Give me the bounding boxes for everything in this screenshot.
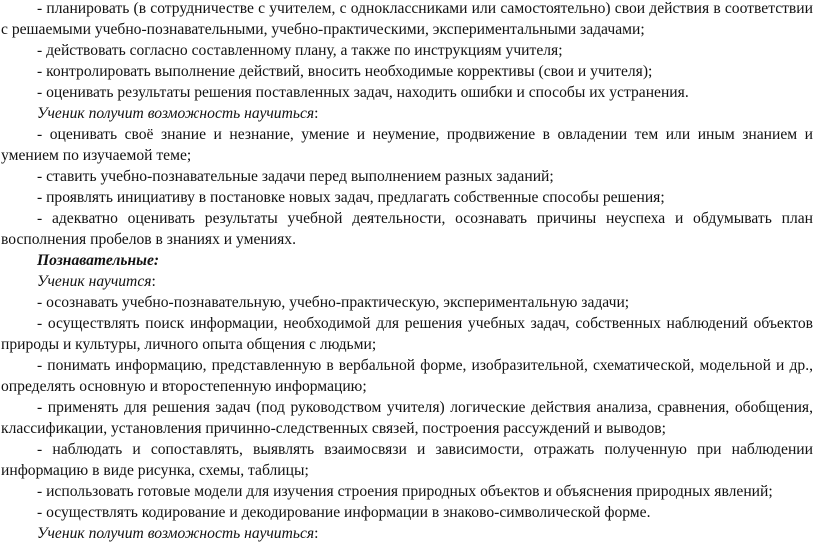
paragraph-self-assessment: - оценивать своё знание и незнание, умение и неумение, продвижение в овладении тем или иным знанием и умением по изучаемой теме; bbox=[1, 126, 813, 164]
subheading-colon: : bbox=[151, 273, 156, 290]
paragraph-use-models: - использовать готовые модели для изучения строения природных объектов и объяснения природных явлений; bbox=[37, 483, 773, 500]
subheading-will-learn bbox=[1, 271, 813, 292]
paragraph-initiative: - проявлять инициативу в постановке новых задач, предлагать собственные способы решения; bbox=[37, 189, 665, 206]
paragraph-evaluate-results: - оценивать результаты решения поставленных задач, находить ошибки и способы их устранения. bbox=[37, 84, 689, 101]
paragraph-follow-plan: - действовать согласно составленному плану, а также по инструкциям учителя; bbox=[37, 42, 563, 59]
paragraph-adequate-evaluation: - адекватно оценивать результаты учебной деятельности, осознавать причины неуспеха и обдумывать план восполнения пробелов в знаниях и умениях. bbox=[1, 210, 813, 248]
subheading-label: Ученик получит возможность научиться bbox=[37, 105, 315, 122]
subheading-colon: : bbox=[314, 105, 319, 122]
paragraph-control-actions: - контролировать выполнение действий, вносить необходимые коррективы (свои и учителя); bbox=[37, 63, 653, 80]
paragraph-search-information: - осуществлять поиск информации, необходимой для решения учебных задач, собственных наблюдений объектов природы и культуры, личного опыта общения с людьми; bbox=[1, 315, 813, 353]
paragraph-understand-information: - понимать информацию, представленную в вербальной форме, изобразительной, схематической, модельной и др., определять основную и второстепенную информацию; bbox=[1, 357, 813, 395]
subheading-will-have-opportunity-2 bbox=[1, 523, 813, 544]
section-heading-cognitive: Познавательные: bbox=[37, 252, 160, 269]
subheading-will-have-opportunity bbox=[1, 103, 813, 124]
subheading-label: Ученик научится bbox=[37, 273, 152, 290]
paragraph-understand-tasks: - осознавать учебно-познавательную, учебно-практическую, экспериментальную задачи; bbox=[37, 294, 630, 311]
paragraph-encode-decode: - осуществлять кодирование и декодирование информации в знаково-символической форме. bbox=[37, 504, 651, 521]
subheading-label: Ученик получит возможность научиться bbox=[37, 525, 315, 542]
paragraph-observe-compare: - наблюдать и сопоставлять, выявлять взаимосвязи и зависимости, отражать полученную при наблюдении информацию в виде рисунка, схемы, таблицы; bbox=[1, 441, 813, 479]
paragraph-set-tasks: - ставить учебно-познавательные задачи перед выполнением разных заданий; bbox=[37, 168, 554, 185]
subheading-colon: : bbox=[314, 525, 319, 542]
paragraph-logical-actions: - применять для решения задач (под руководством учителя) логические действия анализа, сравнения, обобщения, классификации, установления причинно-следственных связей, построения рассуждений и выводов; bbox=[1, 399, 813, 437]
paragraph-plan-actions: - планировать (в сотрудничестве с учителем, с одноклассниками или самостоятельно) свои действия в соответствии с решаемыми учебно-познавательными, учебно-практическими, экспериментальными задачами; bbox=[1, 0, 813, 38]
